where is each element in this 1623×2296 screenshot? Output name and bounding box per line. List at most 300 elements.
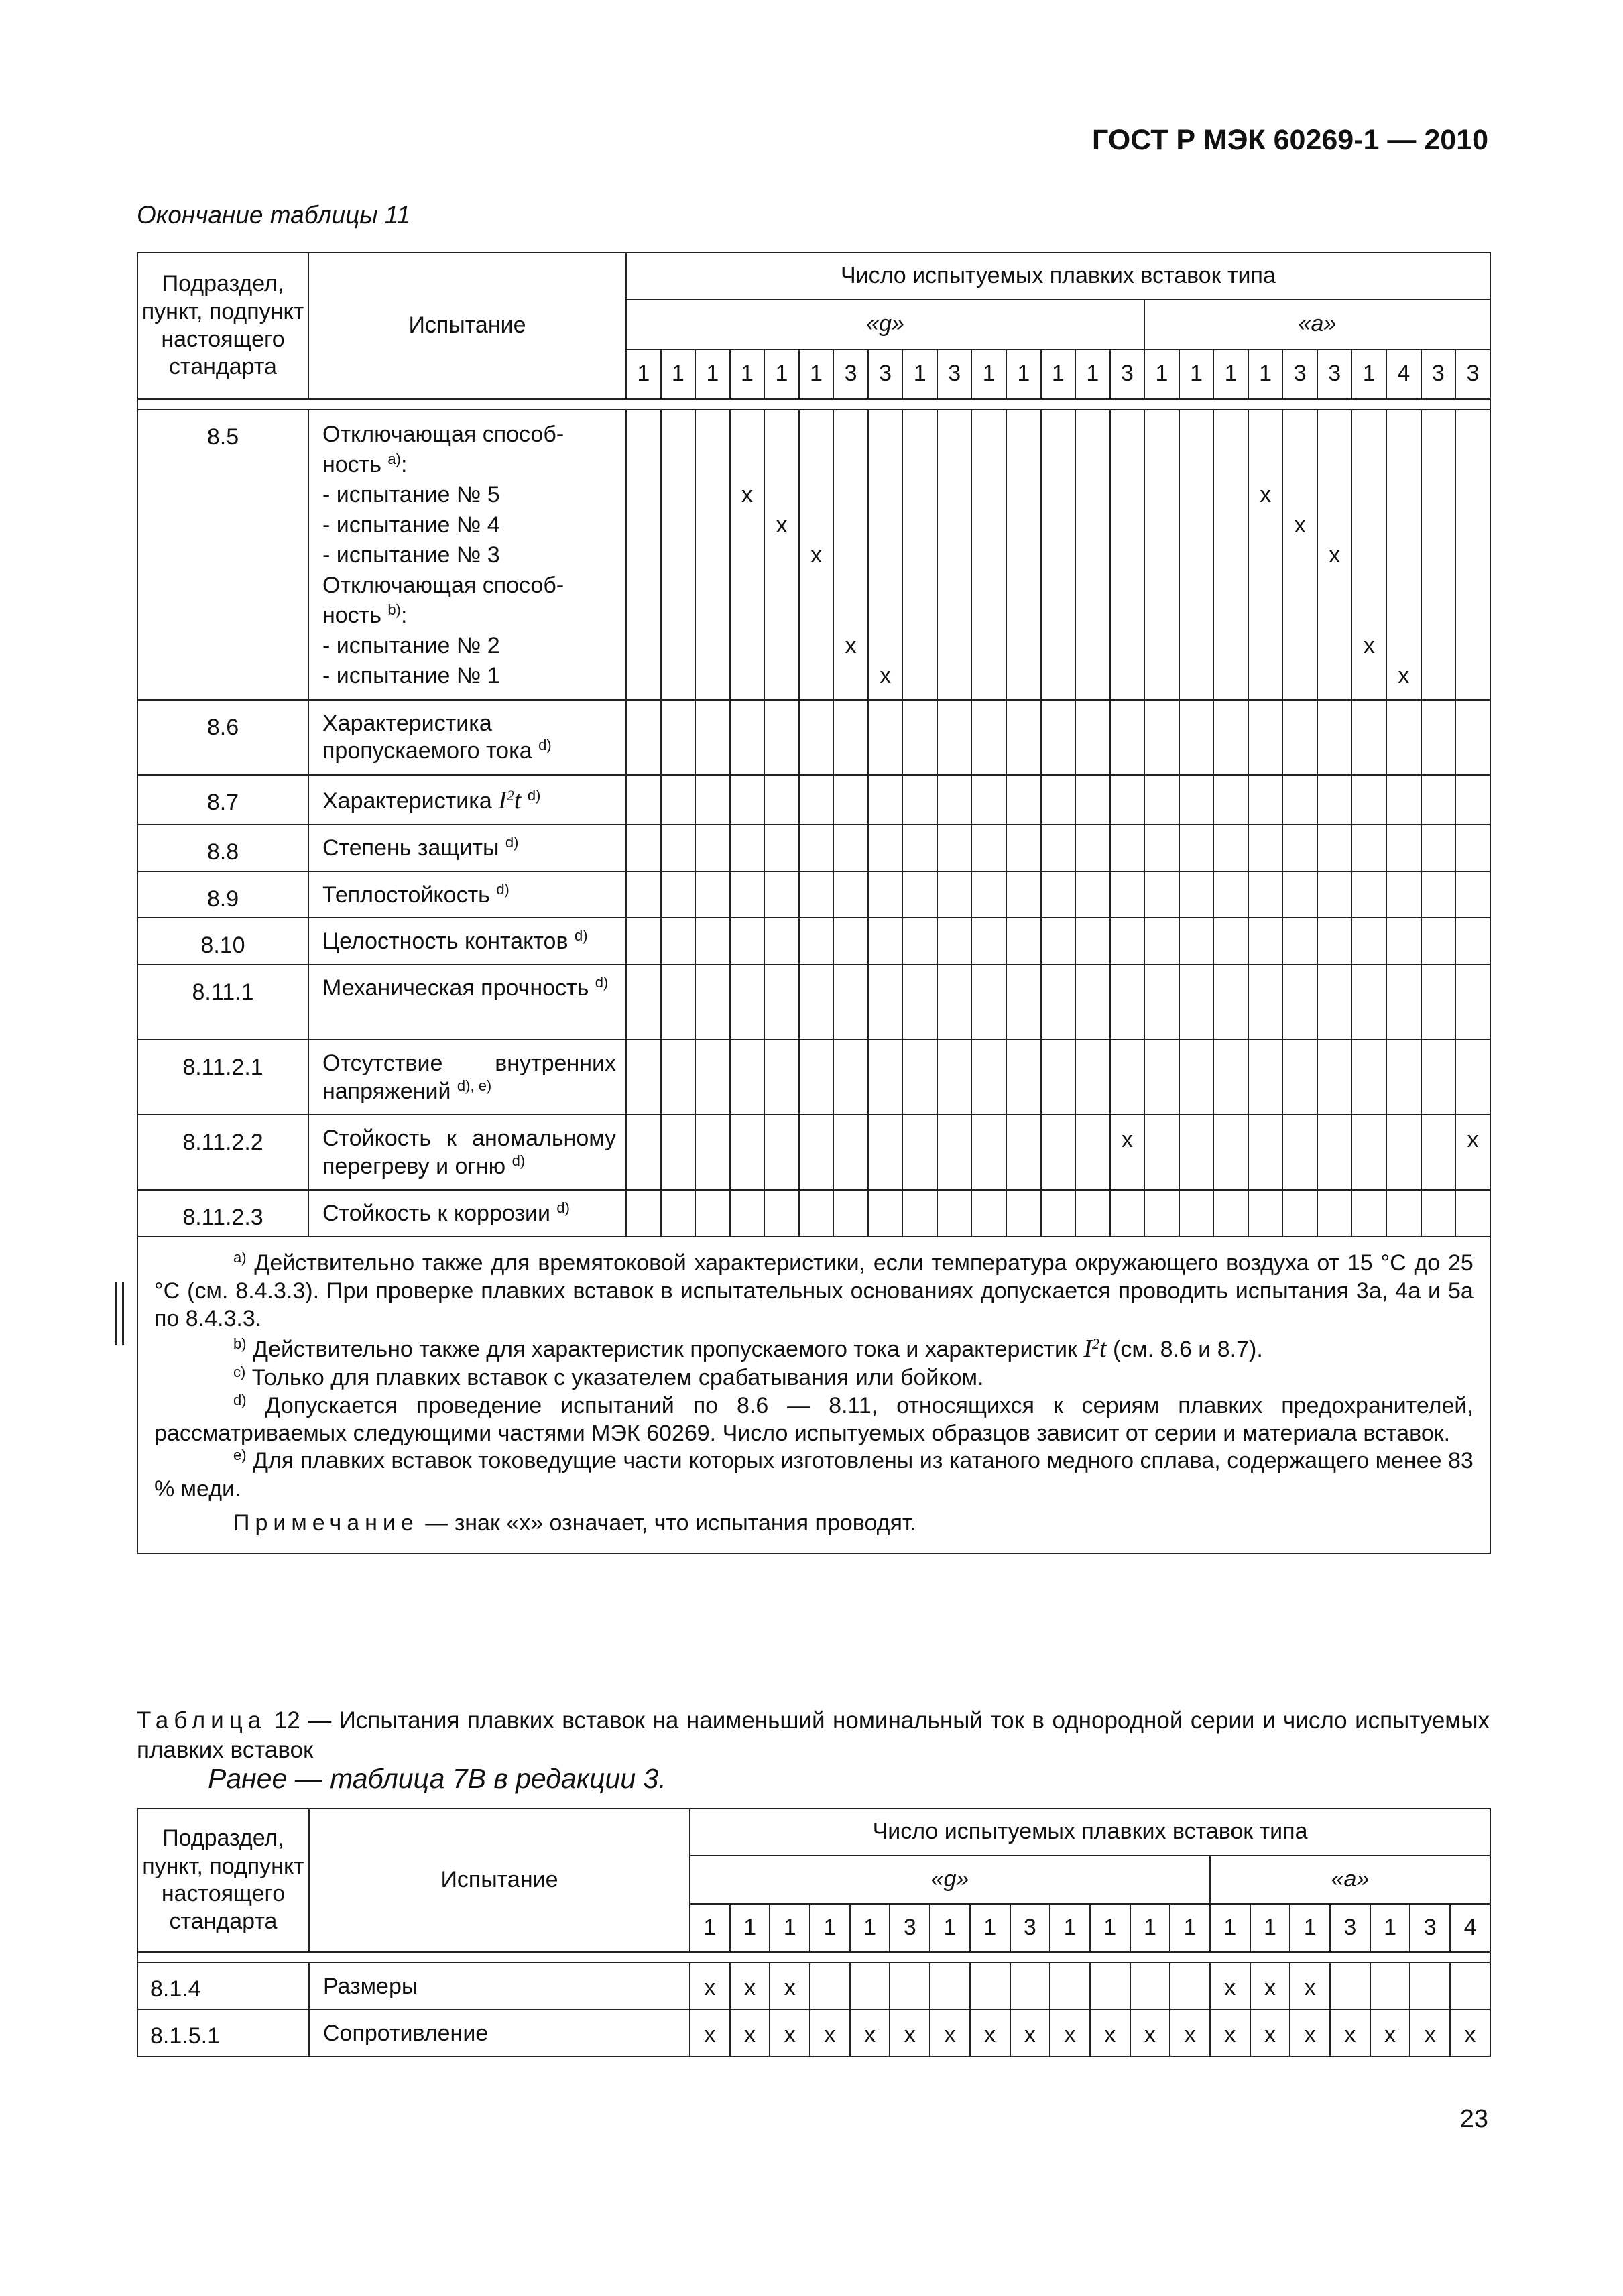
test-text: Отсутствие внутренних напряжений bbox=[322, 1050, 616, 1104]
test-mark-cell bbox=[626, 700, 661, 775]
test-mark-cell: x bbox=[1210, 1963, 1250, 2010]
test-mark: x bbox=[1363, 633, 1375, 658]
sample-count: 3 bbox=[1410, 1904, 1450, 1952]
test-mark-cell bbox=[1075, 918, 1110, 965]
test-mark: x bbox=[1398, 663, 1410, 688]
test-mark-cell bbox=[695, 700, 730, 775]
sample-count: 1 bbox=[770, 1904, 810, 1952]
test-mark-cell bbox=[730, 965, 765, 1040]
table-row bbox=[137, 1190, 1490, 1237]
footnote-text: Для плавких вставок токоведущие части которых изготовлены из катаного медного сплава, содержащего менее 83 % меди. bbox=[154, 1448, 1474, 1502]
test-mark-cell bbox=[890, 1963, 930, 2010]
test-mark-cell bbox=[833, 1040, 868, 1115]
table-row bbox=[137, 1963, 1490, 2010]
formula-variable: t bbox=[1099, 1334, 1107, 1363]
test-mark-cell bbox=[1421, 825, 1456, 871]
test-mark-cell bbox=[1455, 871, 1490, 918]
test-mark-cell bbox=[971, 410, 1006, 700]
test-mark-cell bbox=[764, 918, 799, 965]
sample-count: 1 bbox=[626, 349, 661, 399]
test-mark-cell bbox=[1213, 1115, 1248, 1190]
test-mark-cell bbox=[868, 1115, 903, 1190]
test-mark: x bbox=[1329, 542, 1341, 568]
row-section-code: 8.9 bbox=[137, 871, 308, 918]
table-row bbox=[137, 2010, 1490, 2057]
test-mark-cell bbox=[1421, 1115, 1456, 1190]
test-mark-cell bbox=[1282, 1115, 1317, 1190]
test-mark-cell bbox=[850, 1963, 890, 2010]
test-mark-cell bbox=[799, 871, 834, 918]
test-mark-cell bbox=[1455, 825, 1490, 871]
test-mark-cell bbox=[902, 1190, 937, 1237]
change-bar bbox=[115, 1282, 124, 1345]
previous-edition-note: Ранее — таблица 7В в редакции 3. bbox=[208, 1763, 666, 1794]
test-mark-cell bbox=[1144, 825, 1179, 871]
test-mark-cell bbox=[868, 1040, 903, 1115]
formula-i2t bbox=[498, 786, 521, 814]
test-mark-cell bbox=[902, 700, 937, 775]
sample-count: 3 bbox=[868, 349, 903, 399]
test-mark-cell bbox=[1248, 1040, 1283, 1115]
footnote-ref: d) bbox=[574, 927, 588, 945]
test-mark-cell bbox=[1110, 1190, 1145, 1237]
test-mark-cell bbox=[626, 825, 661, 871]
test-mark-cell bbox=[1041, 1190, 1076, 1237]
sample-count: 3 bbox=[937, 349, 972, 399]
test-mark-cell bbox=[1213, 1190, 1248, 1237]
section-column-header: Подраздел, пункт, подпункт настоящего стандарта bbox=[137, 1809, 309, 1952]
test-mark-cell: x bbox=[1250, 2010, 1290, 2057]
test-mark-cell bbox=[1330, 1963, 1370, 2010]
sample-count: 1 bbox=[730, 1904, 770, 1952]
test-mark-cell bbox=[661, 1190, 696, 1237]
row-test-name bbox=[308, 1190, 626, 1237]
test-mark: x bbox=[1121, 1127, 1133, 1153]
test-mark-cell bbox=[764, 1115, 799, 1190]
sample-count: 4 bbox=[1386, 349, 1421, 399]
test-mark-cell bbox=[833, 700, 868, 775]
footnote bbox=[154, 1447, 1474, 1503]
test-mark-cell: x bbox=[690, 2010, 730, 2057]
test-mark-cell bbox=[1075, 1190, 1110, 1237]
test-mark-cell bbox=[1282, 825, 1317, 871]
test-mark-cell bbox=[868, 825, 903, 871]
test-mark-cell bbox=[1179, 825, 1214, 871]
sample-count: 1 bbox=[1179, 349, 1214, 399]
test-mark-cell bbox=[1317, 1115, 1352, 1190]
test-mark-cell bbox=[626, 871, 661, 918]
test-mark-cell bbox=[1317, 410, 1352, 700]
test-mark-cell bbox=[1179, 965, 1214, 1040]
section-column-header: Подраздел, пункт, подпункт настоящего стандарта bbox=[137, 253, 308, 399]
test-mark-cell bbox=[695, 410, 730, 700]
test-line-punct: : bbox=[400, 452, 408, 477]
caption-text: 12 — Испытания плавких вставок на наименьший номинальный ток в однородной серии и число испытуемых плавких вставок bbox=[137, 1707, 1490, 1763]
test-mark-cell bbox=[626, 1190, 661, 1237]
test-mark-cell bbox=[833, 965, 868, 1040]
test-mark: x bbox=[1467, 1127, 1479, 1153]
sample-count: 1 bbox=[1370, 1904, 1410, 1952]
test-mark-cell bbox=[1075, 775, 1110, 825]
sample-count: 1 bbox=[930, 1904, 970, 1952]
test-mark-cell bbox=[661, 825, 696, 871]
test-mark-cell bbox=[730, 918, 765, 965]
test-mark-cell bbox=[902, 410, 937, 700]
test-mark-cell bbox=[1351, 410, 1386, 700]
test-mark-cell bbox=[1351, 918, 1386, 965]
test-line bbox=[322, 570, 616, 601]
test-mark-cell bbox=[833, 871, 868, 918]
test-mark-cell: x bbox=[1290, 2010, 1330, 2057]
test-mark-cell bbox=[1421, 965, 1456, 1040]
test-mark-cell bbox=[1317, 700, 1352, 775]
test-mark-cell bbox=[695, 965, 730, 1040]
test-mark-cell bbox=[1179, 775, 1214, 825]
formula-exponent: 2 bbox=[1091, 1335, 1099, 1352]
footnote-ref: d) bbox=[505, 834, 519, 851]
sample-count: 1 bbox=[1090, 1904, 1130, 1952]
table-row bbox=[137, 700, 1490, 775]
test-mark-cell bbox=[1248, 1190, 1283, 1237]
footnote-ref: c) bbox=[233, 1364, 246, 1381]
test-mark-cell bbox=[1386, 700, 1421, 775]
test-line bbox=[322, 420, 616, 450]
test-mark-cell bbox=[1144, 1040, 1179, 1115]
test-mark-cell bbox=[1041, 871, 1076, 918]
footnote-ref: d), e) bbox=[457, 1077, 492, 1094]
test-mark-cell bbox=[661, 918, 696, 965]
test-mark-cell bbox=[1075, 825, 1110, 871]
test-mark-cell bbox=[1010, 1963, 1050, 2010]
test-line-text: - испытание № 1 bbox=[322, 663, 500, 688]
test-mark-cell bbox=[626, 775, 661, 825]
test-mark-cell bbox=[661, 1040, 696, 1115]
test-mark-cell bbox=[1317, 871, 1352, 918]
test-mark-cell bbox=[1213, 700, 1248, 775]
test-mark-cell bbox=[1386, 1040, 1421, 1115]
test-mark-cell bbox=[695, 871, 730, 918]
test-mark-cell: x bbox=[810, 2010, 850, 2057]
sample-count: 1 bbox=[1144, 349, 1179, 399]
test-mark-cell: x bbox=[1410, 2010, 1450, 2057]
test-mark-cell bbox=[1110, 410, 1145, 700]
test-mark-cell bbox=[1075, 1115, 1110, 1190]
test-mark-cell bbox=[1282, 1040, 1317, 1115]
sample-count: 3 bbox=[1282, 349, 1317, 399]
test-mark-cell bbox=[971, 918, 1006, 965]
test-mark-cell bbox=[1282, 775, 1317, 825]
test-mark-cell bbox=[1317, 1040, 1352, 1115]
sample-count: 1 bbox=[1050, 1904, 1090, 1952]
test-mark: x bbox=[1260, 482, 1272, 507]
row-section-code: 8.11.2.3 bbox=[137, 1190, 308, 1237]
table-row bbox=[137, 1115, 1490, 1190]
test-mark-cell bbox=[1386, 775, 1421, 825]
test-mark-cell bbox=[1282, 1190, 1317, 1237]
test-text: Степень защиты bbox=[322, 835, 499, 861]
test-mark-cell bbox=[1248, 775, 1283, 825]
test-mark-cell bbox=[1144, 410, 1179, 700]
test-mark-cell bbox=[1179, 1115, 1214, 1190]
test-mark-cell bbox=[1351, 825, 1386, 871]
test-mark-cell bbox=[1006, 700, 1041, 775]
test-mark-cell bbox=[1351, 700, 1386, 775]
test-mark-cell bbox=[937, 965, 972, 1040]
sample-count: 1 bbox=[690, 1904, 730, 1952]
test-mark-cell bbox=[1170, 1963, 1210, 2010]
test-mark-cell bbox=[1179, 410, 1214, 700]
test-line-text: Отключающая способ- bbox=[322, 422, 564, 447]
test-mark-cell: x bbox=[1290, 1963, 1330, 2010]
test-mark-cell bbox=[1110, 700, 1145, 775]
test-mark-cell bbox=[695, 1040, 730, 1115]
formula-i2t bbox=[1083, 1335, 1106, 1363]
test-mark-cell bbox=[764, 965, 799, 1040]
test-mark-cell bbox=[1213, 825, 1248, 871]
test-mark-cell bbox=[1006, 775, 1041, 825]
test-mark-cell bbox=[730, 871, 765, 918]
test-mark-cell bbox=[1248, 410, 1283, 700]
test-mark-cell bbox=[695, 918, 730, 965]
table-11 bbox=[137, 252, 1491, 1554]
test-mark-cell bbox=[799, 1040, 834, 1115]
row-section-code: 8.1.5.1 bbox=[137, 2010, 309, 2057]
test-column-header: Испытание bbox=[309, 1809, 690, 1952]
test-mark-cell bbox=[764, 1190, 799, 1237]
test-mark-cell bbox=[1110, 825, 1145, 871]
row-test-name bbox=[308, 410, 626, 700]
test-mark-cell bbox=[930, 1963, 970, 2010]
test-line bbox=[322, 540, 616, 570]
sample-count: 1 bbox=[1075, 349, 1110, 399]
sample-count: 1 bbox=[1248, 349, 1283, 399]
test-mark-cell bbox=[937, 1190, 972, 1237]
test-mark-cell bbox=[1110, 965, 1145, 1040]
test-mark-cell bbox=[1144, 1115, 1179, 1190]
test-mark-cell bbox=[626, 965, 661, 1040]
test-mark-cell: x bbox=[970, 2010, 1010, 2057]
test-mark-cell bbox=[1179, 871, 1214, 918]
test-mark-cell bbox=[902, 775, 937, 825]
test-mark-cell bbox=[902, 918, 937, 965]
test-line-text: - испытание № 5 bbox=[322, 482, 500, 507]
test-mark-cell bbox=[1006, 871, 1041, 918]
test-mark-cell bbox=[971, 825, 1006, 871]
test-mark-cell bbox=[833, 410, 868, 700]
test-mark-cell bbox=[937, 700, 972, 775]
test-mark-cell bbox=[833, 825, 868, 871]
sample-count: 1 bbox=[1006, 349, 1041, 399]
table-12-caption bbox=[137, 1706, 1490, 1765]
test-mark-cell bbox=[1370, 1963, 1410, 2010]
table-row bbox=[137, 871, 1490, 918]
footnote bbox=[154, 1392, 1474, 1448]
test-mark-cell: x bbox=[770, 2010, 810, 2057]
test-mark-cell bbox=[1317, 825, 1352, 871]
footnote-ref: d) bbox=[512, 1152, 526, 1169]
test-mark-cell bbox=[1455, 775, 1490, 825]
test-mark-cell bbox=[1282, 410, 1317, 700]
test-mark-cell bbox=[902, 871, 937, 918]
test-mark-cell bbox=[833, 1190, 868, 1237]
table-row bbox=[137, 775, 1490, 825]
row-test-name: Размеры bbox=[309, 1963, 690, 2010]
test-mark-cell bbox=[1110, 918, 1145, 965]
row-test-name bbox=[308, 1115, 626, 1190]
test-mark-cell bbox=[1041, 1040, 1076, 1115]
sample-count: 1 bbox=[1290, 1904, 1330, 1952]
row-test-name bbox=[308, 1040, 626, 1115]
test-mark-cell bbox=[1144, 700, 1179, 775]
test-mark-cell bbox=[764, 700, 799, 775]
test-mark-cell bbox=[695, 775, 730, 825]
footnote-text: (см. 8.6 и 8.7). bbox=[1106, 1336, 1263, 1362]
formula-base: I bbox=[498, 786, 507, 814]
footnote-ref: d) bbox=[595, 974, 609, 991]
sample-count: 1 bbox=[1250, 1904, 1290, 1952]
test-mark-cell bbox=[1351, 1040, 1386, 1115]
test-line bbox=[322, 450, 616, 480]
row-section-code: 8.11.1 bbox=[137, 965, 308, 1040]
test-mark-cell bbox=[868, 871, 903, 918]
test-mark: x bbox=[776, 512, 788, 538]
note-text: — знак «х» означает, что испытания проводят. bbox=[418, 1510, 917, 1536]
sample-count: 1 bbox=[695, 349, 730, 399]
test-mark-cell bbox=[971, 700, 1006, 775]
test-mark-cell bbox=[1317, 1190, 1352, 1237]
test-mark-cell bbox=[1282, 965, 1317, 1040]
footnote bbox=[154, 1510, 1474, 1537]
test-mark-cell bbox=[764, 775, 799, 825]
row-section-code: 8.6 bbox=[137, 700, 308, 775]
test-mark-cell bbox=[1317, 965, 1352, 1040]
test-mark-cell bbox=[1110, 1040, 1145, 1115]
test-mark-cell bbox=[1144, 965, 1179, 1040]
sample-count: 3 bbox=[1421, 349, 1456, 399]
test-mark-cell: x bbox=[1210, 2010, 1250, 2057]
test-mark-cell bbox=[1075, 871, 1110, 918]
test-mark-cell: x bbox=[1090, 2010, 1130, 2057]
test-mark-cell bbox=[626, 1040, 661, 1115]
test-mark-cell bbox=[1455, 1115, 1490, 1190]
test-mark: x bbox=[845, 633, 857, 658]
row-section-code: 8.8 bbox=[137, 825, 308, 871]
test-mark-cell bbox=[1351, 775, 1386, 825]
test-text: Характеристика пропускаемого тока bbox=[322, 711, 532, 764]
test-mark-cell bbox=[1317, 918, 1352, 965]
table-header-row bbox=[137, 1809, 1490, 1856]
row-section-code: 8.11.2.1 bbox=[137, 1040, 308, 1115]
test-line bbox=[322, 661, 616, 691]
test-mark-cell bbox=[1248, 1115, 1283, 1190]
test-mark-cell bbox=[833, 1115, 868, 1190]
test-mark-cell bbox=[730, 410, 765, 700]
test-mark-cell bbox=[937, 1040, 972, 1115]
footnote-ref: d) bbox=[527, 787, 541, 804]
test-line-text: - испытание № 4 bbox=[322, 512, 500, 538]
test-mark-cell bbox=[1179, 1040, 1214, 1115]
note-label: Примечание bbox=[233, 1510, 419, 1536]
row-section-code: 8.11.2.2 bbox=[137, 1115, 308, 1190]
test-mark-cell bbox=[661, 1115, 696, 1190]
row-test-name bbox=[308, 871, 626, 918]
test-mark-cell bbox=[833, 775, 868, 825]
test-mark-cell bbox=[626, 410, 661, 700]
test-mark-cell bbox=[1041, 700, 1076, 775]
sample-count: 3 bbox=[833, 349, 868, 399]
test-mark-cell bbox=[1179, 918, 1214, 965]
footnote-text: Допускается проведение испытаний по 8.6 — 8.11, относящихся к сериям плавких предохранителей, рассматриваемых следующими частями МЭК 60269. Число испытуемых образцов зависит от серии и материала вставок. bbox=[154, 1392, 1474, 1446]
test-mark-cell bbox=[1450, 1963, 1490, 2010]
test-mark-cell bbox=[1041, 410, 1076, 700]
test-mark-cell bbox=[1041, 965, 1076, 1040]
sample-count: 1 bbox=[1130, 1904, 1170, 1952]
test-mark-cell bbox=[799, 775, 834, 825]
test-mark-cell bbox=[868, 410, 903, 700]
test-text: Механическая прочность bbox=[322, 975, 589, 1002]
test-mark-cell bbox=[1248, 700, 1283, 775]
sample-count: 3 bbox=[1455, 349, 1490, 399]
row-test-name bbox=[308, 965, 626, 1040]
test-mark-cell bbox=[902, 1040, 937, 1115]
test-mark-cell bbox=[1282, 700, 1317, 775]
row-test-name bbox=[308, 775, 626, 825]
test-mark-cell bbox=[1006, 1040, 1041, 1115]
test-mark-cell bbox=[1351, 1115, 1386, 1190]
test-mark-cell bbox=[626, 918, 661, 965]
sample-count: 1 bbox=[661, 349, 696, 399]
test-mark-cell bbox=[1179, 700, 1214, 775]
test-mark-cell bbox=[833, 918, 868, 965]
test-mark-cell bbox=[799, 825, 834, 871]
footnote bbox=[154, 1333, 1474, 1364]
footnote bbox=[154, 1250, 1474, 1333]
test-mark-cell bbox=[1386, 1190, 1421, 1237]
test-mark-cell bbox=[1455, 965, 1490, 1040]
test-line-text: - испытание № 3 bbox=[322, 542, 500, 568]
test-mark-cell bbox=[1144, 775, 1179, 825]
test-column-header: Испытание bbox=[308, 253, 626, 399]
test-mark-cell bbox=[868, 775, 903, 825]
test-mark-cell bbox=[1041, 1115, 1076, 1190]
document-header: ГОСТ Р МЭК 60269-1 — 2010 bbox=[1091, 124, 1488, 156]
test-mark-cell bbox=[1421, 775, 1456, 825]
test-mark-cell bbox=[1075, 410, 1110, 700]
test-mark-cell bbox=[1421, 918, 1456, 965]
test-mark-cell bbox=[810, 1963, 850, 2010]
test-line-punct: : bbox=[400, 603, 408, 628]
sample-count: 1 bbox=[1170, 1904, 1210, 1952]
test-text: Характеристика bbox=[322, 788, 499, 814]
test-mark-cell bbox=[1130, 1963, 1170, 2010]
test-mark-cell bbox=[902, 825, 937, 871]
test-mark-cell bbox=[1282, 871, 1317, 918]
test-mark-cell bbox=[1006, 918, 1041, 965]
test-mark-cell bbox=[1050, 1963, 1090, 2010]
test-mark-cell bbox=[730, 1115, 765, 1190]
test-mark-cell: x bbox=[1010, 2010, 1050, 2057]
test-mark-cell bbox=[1248, 918, 1283, 965]
sample-count: 1 bbox=[764, 349, 799, 399]
row-test-name bbox=[308, 918, 626, 965]
sample-count: 1 bbox=[1210, 1904, 1250, 1952]
footnote bbox=[154, 1364, 1474, 1392]
formula-exponent: 2 bbox=[506, 787, 514, 804]
test-mark-cell bbox=[1110, 1115, 1145, 1190]
test-mark-cell bbox=[970, 1963, 1010, 2010]
footnotes-row bbox=[137, 1237, 1490, 1553]
test-mark-cell bbox=[799, 1190, 834, 1237]
